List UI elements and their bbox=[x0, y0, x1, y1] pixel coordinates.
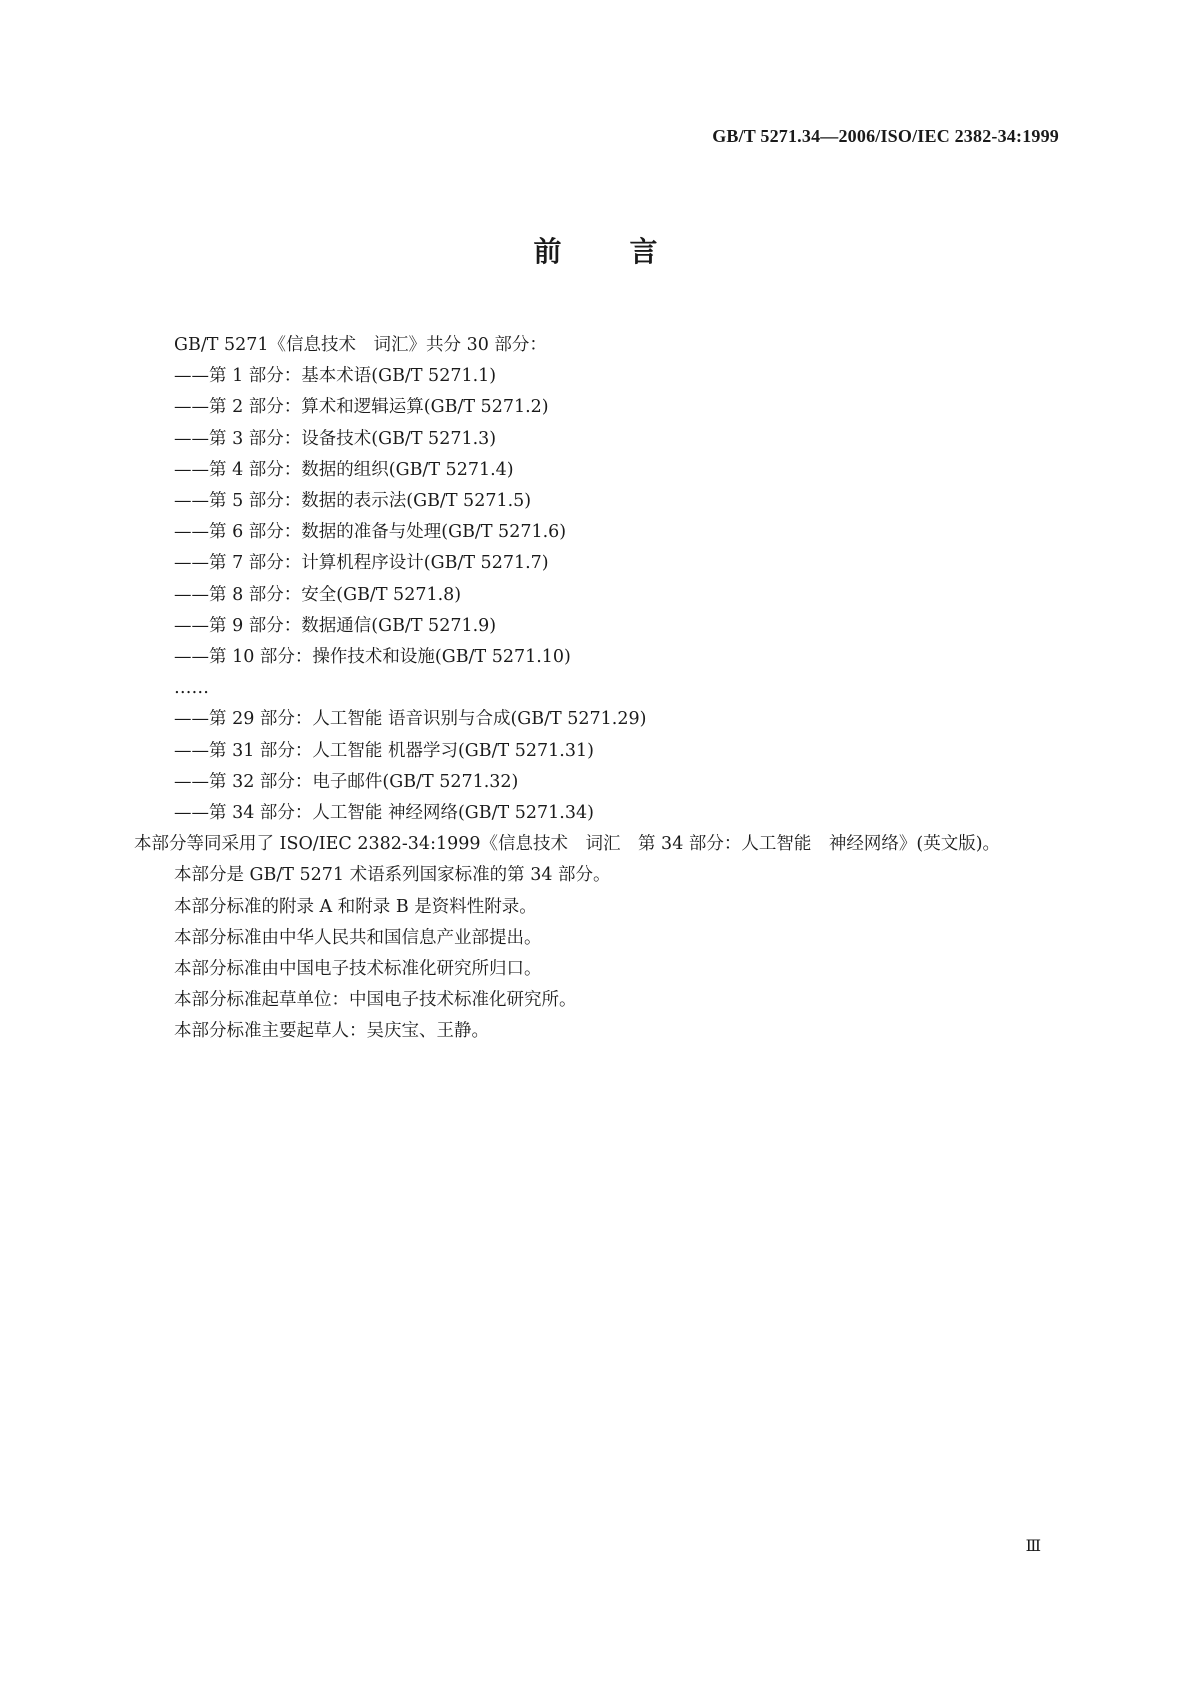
intro-line: GB/T 5271《信息技术 词汇》共分 30 部分： bbox=[174, 335, 547, 355]
part-item: ——第 8 部分：安全(GB/T 5271.8) bbox=[174, 584, 462, 605]
standard-code-header: GB/T 5271.34—2006/ISO/IEC 2382-34:1999 bbox=[712, 126, 1059, 146]
part-item: ——第 4 部分：数据的组织(GB/T 5271.4) bbox=[174, 459, 514, 480]
adoption-paragraph: 本部分等同采用了 ISO/IEC 2382-34:1999《信息技术 词汇 第 34 部分：人工智能 神经网络》(英文版)。 bbox=[134, 834, 1001, 855]
part-item: ——第 7 部分：计算机程序设计(GB/T 5271.7) bbox=[174, 553, 549, 574]
part-item: ——第 5 部分：数据的表示法(GB/T 5271.5) bbox=[174, 491, 532, 512]
part-item: ——第 10 部分：操作技术和设施(GB/T 5271.10) bbox=[174, 647, 571, 668]
part-item: ——第 1 部分：基本术语(GB/T 5271.1) bbox=[174, 366, 497, 387]
part-item: ——第 3 部分：设备技术(GB/T 5271.3) bbox=[174, 428, 497, 449]
paragraph: 本部分标准由中华人民共和国信息产业部提出。 bbox=[174, 927, 542, 948]
foreword-body bbox=[134, 330, 1064, 1048]
page-title: 前言 bbox=[533, 235, 726, 268]
part-item: ——第 6 部分：数据的准备与处理(GB/T 5271.6) bbox=[174, 522, 567, 543]
part-item: ——第 9 部分：数据通信(GB/T 5271.9) bbox=[174, 615, 497, 636]
paragraph: 本部分标准起草单位：中国电子技术标准化研究所。 bbox=[174, 990, 577, 1011]
part-item: ——第 34 部分：人工智能 神经网络(GB/T 5271.34) bbox=[174, 803, 594, 824]
paragraph: 本部分标准的附录 A 和附录 B 是资料性附录。 bbox=[174, 896, 537, 917]
ellipsis: …… bbox=[174, 678, 209, 699]
part-item: ——第 29 部分：人工智能 语音识别与合成(GB/T 5271.29) bbox=[174, 709, 647, 730]
part-item: ——第 32 部分：电子邮件(GB/T 5271.32) bbox=[174, 771, 519, 792]
page-number: Ⅲ bbox=[1025, 1538, 1041, 1555]
paragraph: 本部分是 GB/T 5271 术语系列国家标准的第 34 部分。 bbox=[174, 865, 611, 886]
paragraph: 本部分标准由中国电子技术标准化研究所归口。 bbox=[174, 959, 542, 980]
part-item: ——第 2 部分：算术和逻辑运算(GB/T 5271.2) bbox=[174, 397, 549, 418]
paragraph: 本部分标准主要起草人：吴庆宝、王静。 bbox=[174, 1021, 489, 1042]
part-item: ——第 31 部分：人工智能 机器学习(GB/T 5271.31) bbox=[174, 740, 594, 761]
